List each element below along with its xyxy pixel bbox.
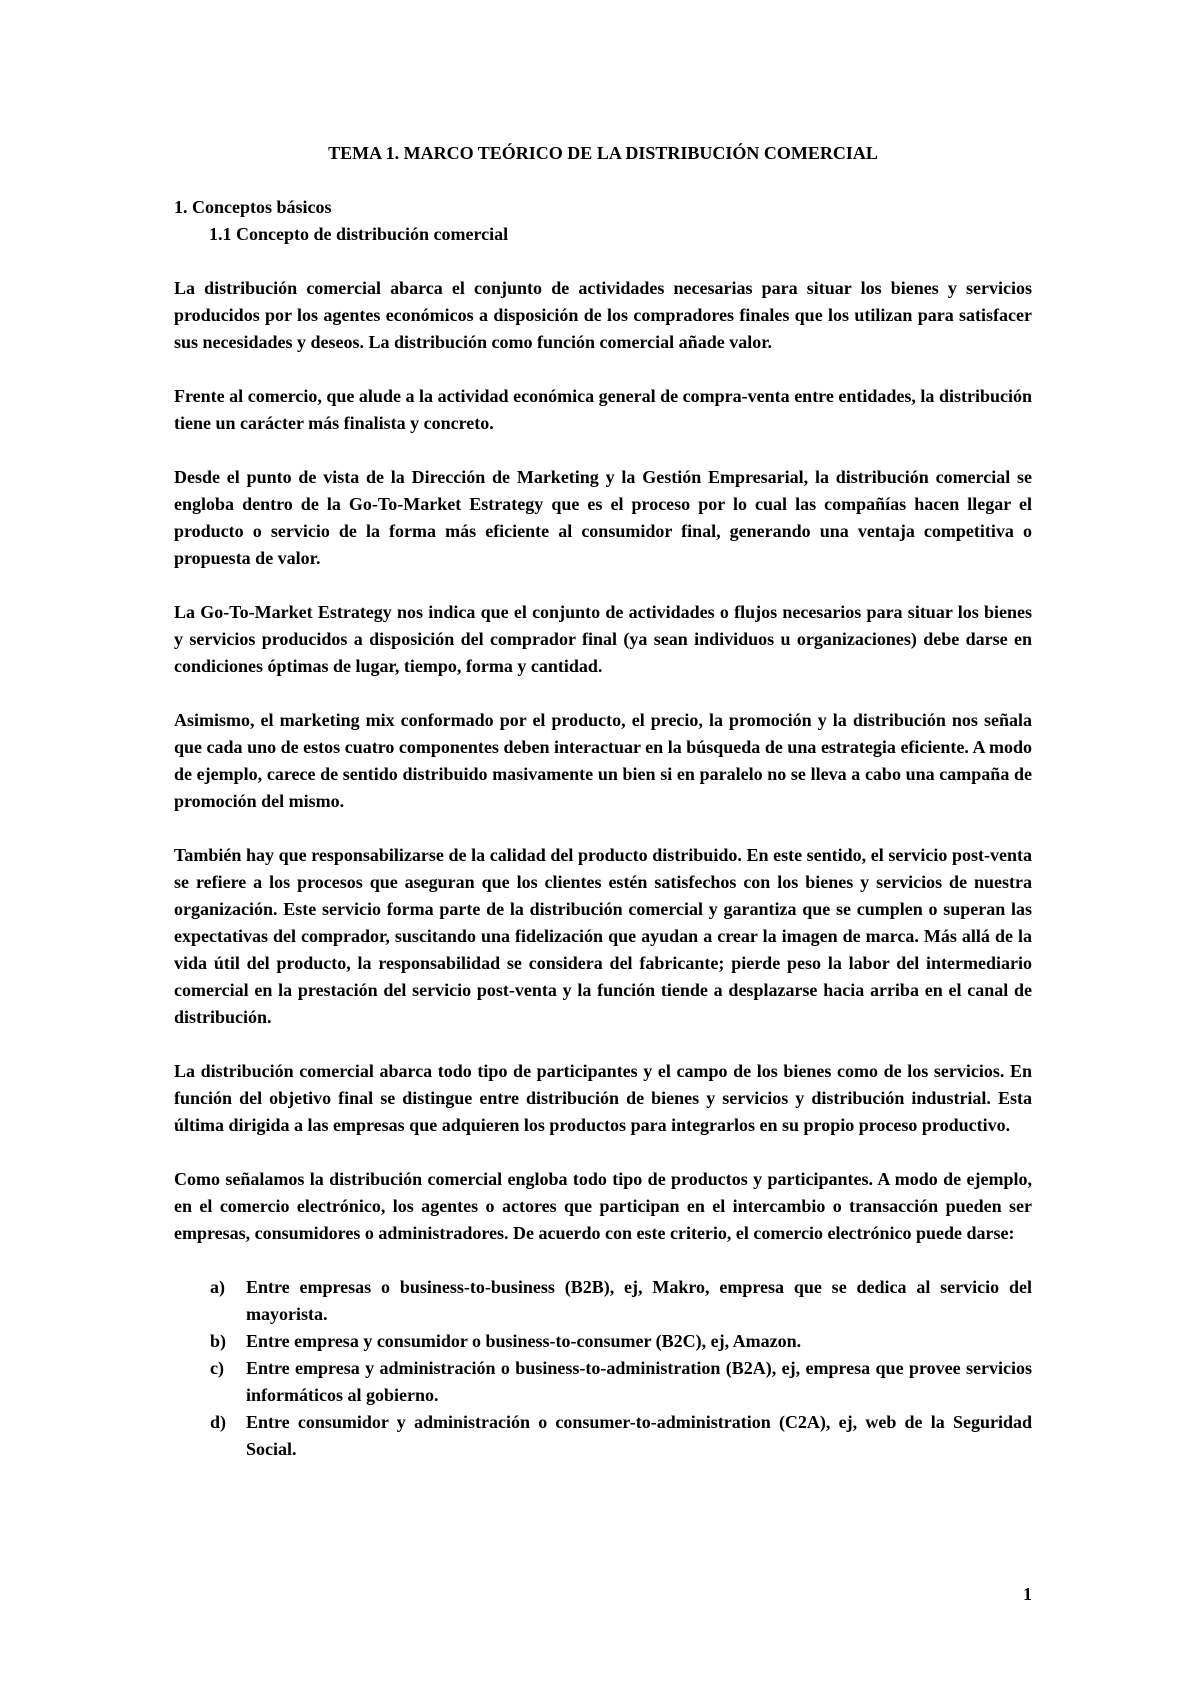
page-content	[174, 140, 1032, 1463]
ecommerce-types-list	[174, 1274, 1032, 1463]
list-item	[174, 1274, 1032, 1328]
list-item	[174, 1328, 1032, 1355]
list-item-text: Entre empresa y consumidor o business-to-consumer (B2C), ej, Amazon.	[246, 1331, 802, 1351]
document-title: TEMA 1. MARCO TEÓRICO DE LA DISTRIBUCIÓN COMERCIAL	[328, 143, 878, 163]
paragraph: La distribución comercial abarca el conjunto de actividades necesarias para situar los bienes y servicios producidos por los agentes económicos a disposición de los compradores finales que los utilizan para satisfacer sus necesidades y deseos. La distribución como función comercial añade valor.	[174, 278, 1032, 352]
page-number: 1	[1023, 1584, 1032, 1604]
list-item-text: Entre consumidor y administración o consumer-to-administration (C2A), ej, web de la Seguridad Social.	[246, 1412, 1032, 1459]
list-marker: c)	[210, 1358, 224, 1378]
list-marker: a)	[210, 1277, 225, 1297]
list-item-text: Entre empresa y administración o business-to-administration (B2A), ej, empresa que provee servicios informáticos al gobierno.	[246, 1358, 1032, 1405]
list-item	[174, 1409, 1032, 1463]
paragraph: Como señalamos la distribución comercial engloba todo tipo de productos y participantes. A modo de ejemplo, en el comercio electrónico, los agentes o actores que participan en el intercambio o transacción pueden ser empresas, consumidores o administradores. De acuerdo con este criterio, el comercio electrónico puede darse:	[174, 1169, 1032, 1243]
paragraph: Asimismo, el marketing mix conformado por el producto, el precio, la promoción y la distribución nos señala que cada uno de estos cuatro componentes deben interactuar en la búsqueda de una estrategia eficiente. A modo de ejemplo, carece de sentido distribuido masivamente un bien si en paralelo no se lleva a cabo una campaña de promoción del mismo.	[174, 710, 1032, 811]
paragraph: Frente al comercio, que alude a la actividad económica general de compra-venta entre entidades, la distribución tiene un carácter más finalista y concreto.	[174, 386, 1032, 433]
paragraph: Desde el punto de vista de la Dirección de Marketing y la Gestión Empresarial, la distribución comercial se engloba dentro de la Go-To-Market Estrategy que es el proceso por lo cual las compañías hacen llegar el producto o servicio de la forma más eficiente al consumidor final, generando una ventaja competitiva o propuesta de valor.	[174, 467, 1032, 568]
list-item-text: Entre empresas o business-to-business (B2B), ej, Makro, empresa que se dedica al servicio del mayorista.	[246, 1277, 1032, 1324]
list-marker: b)	[210, 1331, 227, 1351]
paragraph: La distribución comercial abarca todo tipo de participantes y el campo de los bienes como de los servicios. En función del objetivo final se distingue entre distribución de bienes y servicios y distribución industrial. Esta última dirigida a las empresas que adquieren los productos para integrarlos en su propio proceso productivo.	[174, 1061, 1032, 1135]
list-marker: d)	[210, 1412, 227, 1432]
paragraph: También hay que responsabilizarse de la calidad del producto distribuido. En este sentido, el servicio post-venta se refiere a los procesos que aseguran que los clientes estén satisfechos con los bienes y servicios de nuestra organización. Este servicio forma parte de la distribución comercial y garantiza que se cumplen o superan las expectativas del comprador, suscitando una fidelización que ayudan a crear la imagen de marca. Más allá de la vida útil del producto, la responsabilidad se considera del fabricante; pierde peso la labor del intermediario comercial en la prestación del servicio post-venta y la función tiende a desplazarse hacia arriba en el canal de distribución.	[174, 845, 1032, 1027]
section-heading: 1. Conceptos básicos	[174, 197, 332, 217]
list-item	[174, 1355, 1032, 1409]
paragraph: La Go-To-Market Estrategy nos indica que el conjunto de actividades o flujos necesarios para situar los bienes y servicios producidos a disposición del comprador final (ya sean individuos u organizaciones) debe darse en condiciones óptimas de lugar, tiempo, forma y cantidad.	[174, 602, 1032, 676]
subsection-heading: 1.1 Concepto de distribución comercial	[209, 224, 509, 244]
